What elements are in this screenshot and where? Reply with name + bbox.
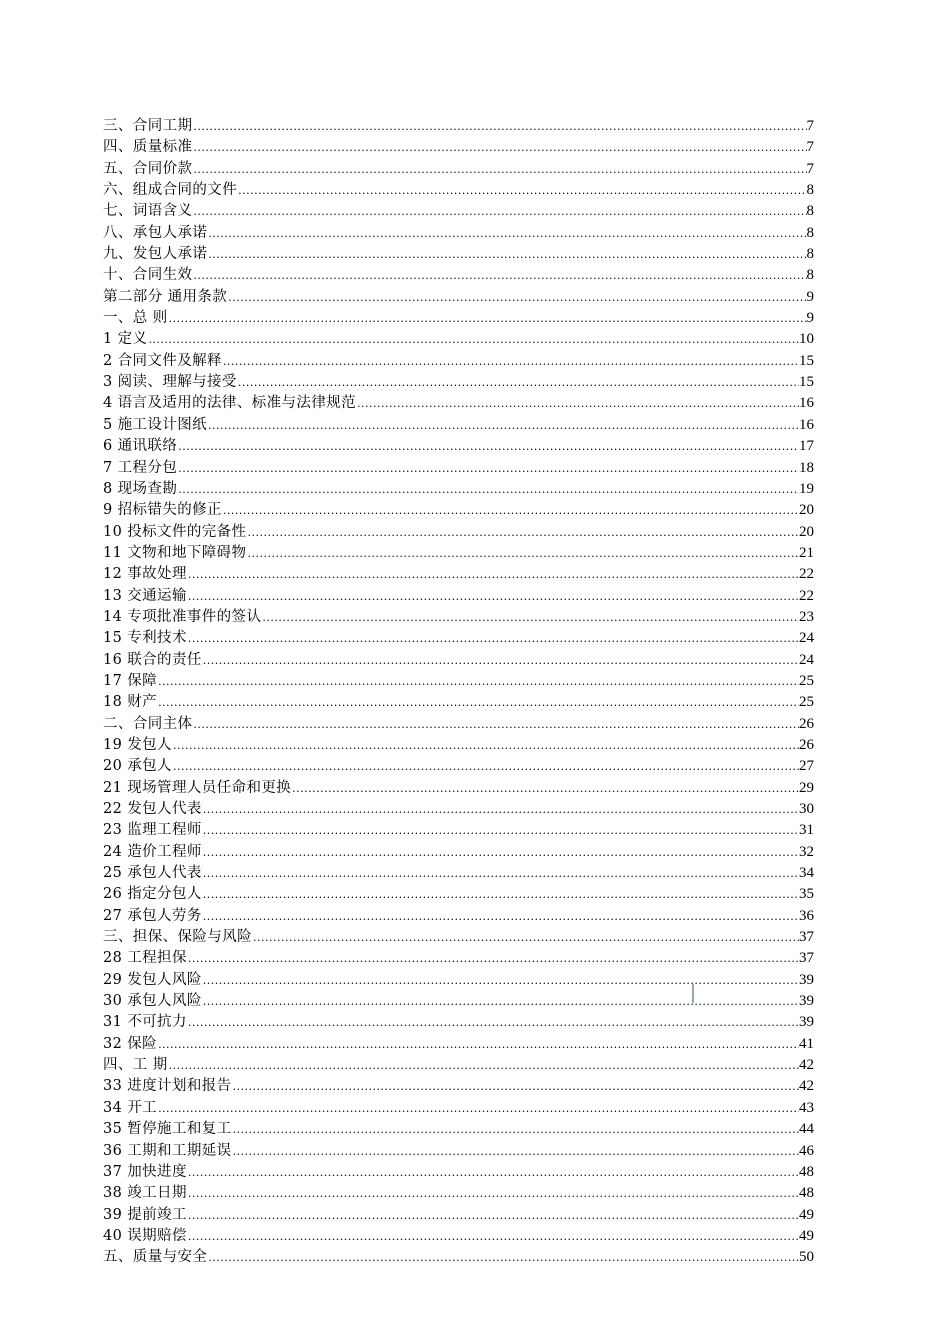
toc-entry-title: 五、质量与安全 (103, 1249, 208, 1266)
toc-entry[interactable] (103, 1055, 814, 1076)
toc-entry-title: 20 承包人 (103, 758, 172, 775)
toc-entry[interactable] (103, 436, 814, 457)
toc-dot-leader (202, 863, 799, 884)
toc-entry-title: 四、质量标准 (103, 139, 193, 156)
toc-dot-leader (187, 586, 799, 607)
toc-entry-page-number: 15 (799, 352, 814, 369)
toc-entry-page-number: 17 (799, 438, 814, 455)
toc-entry[interactable] (103, 1162, 814, 1183)
toc-entry-page-number: 8 (806, 203, 814, 220)
toc-entry-page-number: 39 (799, 971, 814, 988)
toc-entry[interactable] (103, 1205, 814, 1226)
toc-entry[interactable] (103, 458, 814, 479)
toc-entry-page-number: 23 (799, 608, 814, 625)
toc-dot-leader (246, 522, 799, 543)
toc-entry[interactable] (103, 308, 814, 329)
toc-entry[interactable] (103, 265, 814, 286)
toc-entry-title: 第二部分 通用条款 (103, 288, 228, 305)
toc-entry-title: 37 加快进度 (103, 1163, 187, 1180)
toc-entry[interactable] (103, 1247, 814, 1268)
toc-dot-leader (202, 970, 799, 991)
toc-entry-page-number: 25 (799, 694, 814, 711)
toc-dot-leader (187, 1012, 799, 1033)
toc-dot-leader (232, 1119, 799, 1140)
toc-entry[interactable] (103, 692, 814, 713)
toc-entry-title: 一、总 则 (103, 310, 168, 327)
toc-entry-title: 13 交通运输 (103, 587, 187, 604)
toc-dot-leader (237, 180, 806, 201)
toc-dot-leader (187, 1162, 799, 1183)
toc-dot-leader (157, 1034, 799, 1055)
toc-entry-page-number: 29 (799, 779, 814, 796)
toc-dot-leader (202, 906, 799, 927)
toc-entry-title: 七、词语含义 (103, 203, 193, 220)
toc-entry-page-number: 42 (799, 1078, 814, 1095)
toc-entry[interactable] (103, 607, 814, 628)
toc-dot-leader (207, 244, 806, 265)
toc-dot-leader (207, 415, 799, 436)
toc-entry-title: 1 定义 (103, 331, 148, 348)
toc-entry[interactable] (103, 522, 814, 543)
toc-entry-page-number: 41 (799, 1035, 814, 1052)
toc-entry-page-number: 48 (799, 1163, 814, 1180)
toc-entry-title: 29 发包人风险 (103, 971, 202, 988)
toc-entry[interactable] (103, 1076, 814, 1097)
toc-entry-title: 30 承包人风险 (103, 993, 202, 1010)
toc-entry-page-number: 22 (799, 587, 814, 604)
toc-entry-page-number: 22 (799, 566, 814, 583)
toc-entry-page-number: 24 (799, 651, 814, 668)
toc-entry-page-number: 20 (799, 523, 814, 540)
toc-dot-leader (192, 714, 799, 735)
toc-entry[interactable] (103, 820, 814, 841)
toc-entry-page-number: 18 (799, 459, 814, 476)
toc-dot-leader (187, 1205, 799, 1226)
toc-entry-page-number: 7 (806, 139, 814, 156)
toc-entry[interactable] (103, 927, 814, 948)
toc-entry-page-number: 27 (799, 758, 814, 775)
toc-entry-page-number: 32 (799, 843, 814, 860)
toc-entry-page-number: 21 (799, 544, 814, 561)
toc-entry-title: 2 合同文件及解释 (103, 352, 222, 369)
toc-entry-title: 15 专利技术 (103, 630, 187, 647)
toc-dot-leader (192, 159, 806, 180)
toc-entry[interactable] (103, 479, 814, 500)
toc-entry[interactable] (103, 735, 814, 756)
toc-dot-leader (187, 564, 799, 585)
toc-entry-title: 24 造价工程师 (103, 843, 202, 860)
toc-entry-title: 三、合同工期 (103, 118, 193, 134)
toc-entry-page-number: 49 (799, 1206, 814, 1223)
toc-entry-page-number: 31 (799, 822, 814, 839)
toc-entry-page-number: 8 (806, 267, 814, 284)
toc-dot-leader (222, 351, 799, 372)
toc-entry-page-number: 8 (806, 182, 814, 199)
toc-entry-title: 27 承包人劳务 (103, 907, 202, 924)
toc-entry-page-number: 9 (806, 310, 814, 327)
toc-dot-leader (177, 479, 799, 500)
toc-dot-leader (232, 1076, 799, 1097)
toc-entry[interactable] (103, 287, 814, 308)
toc-entry-page-number: 8 (806, 246, 814, 263)
toc-entry-page-number: 8 (806, 224, 814, 241)
toc-entry-page-number: 16 (799, 395, 814, 412)
toc-entry-page-number: 24 (799, 630, 814, 647)
toc-entry-title: 二、合同主体 (103, 715, 193, 732)
toc-dot-leader (157, 671, 799, 692)
toc-entry[interactable] (103, 244, 814, 265)
toc-entry-page-number: 50 (799, 1249, 814, 1266)
toc-entry-page-number: 44 (799, 1121, 814, 1138)
toc-entry[interactable] (103, 863, 814, 884)
toc-dot-leader (202, 799, 799, 820)
toc-entry-title: 22 发包人代表 (103, 801, 202, 817)
toc-entry-title: 6 通讯联络 (103, 438, 178, 455)
toc-entry-page-number: 26 (799, 736, 814, 753)
toc-entry[interactable] (103, 393, 814, 414)
toc-entry[interactable] (103, 201, 814, 222)
toc-entry-page-number: 37 (799, 929, 814, 946)
toc-dot-leader (227, 287, 806, 308)
toc-entry-page-number: 34 (799, 865, 814, 882)
toc-dot-leader (187, 628, 799, 649)
toc-entry[interactable] (103, 756, 814, 777)
toc-entry-page-number: 16 (799, 416, 814, 433)
toc-entry-page-number: 30 (799, 801, 814, 817)
toc-entry-title: 12 事故处理 (103, 566, 187, 583)
toc-entry-title: 35 暂停施工和复工 (103, 1121, 232, 1138)
toc-dot-leader (168, 308, 807, 329)
toc-entry-page-number: 7 (806, 160, 814, 177)
toc-entry-title: 26 指定分包人 (103, 886, 202, 903)
toc-entry-page-number: 43 (799, 1099, 814, 1116)
text-cursor (692, 984, 694, 1003)
toc-dot-leader (177, 458, 799, 479)
toc-dot-leader (202, 991, 799, 1012)
toc-dot-leader (202, 820, 799, 841)
toc-dot-leader (202, 650, 799, 671)
toc-dot-leader (192, 201, 806, 222)
toc-entry[interactable] (103, 500, 814, 521)
toc-entry[interactable] (103, 159, 814, 180)
toc-entry-page-number: 26 (799, 715, 814, 732)
toc-entry-page-number: 37 (799, 950, 814, 967)
toc-dot-leader (187, 1226, 799, 1247)
toc-entry-title: 36 工期和工期延误 (103, 1142, 232, 1159)
toc-dot-leader (177, 436, 799, 457)
toc-entry-page-number: 46 (799, 1142, 814, 1159)
toc-entry[interactable] (103, 650, 814, 671)
toc-entry[interactable] (103, 799, 814, 820)
toc-entry-title: 10 投标文件的完备性 (103, 523, 247, 540)
toc-dot-leader (356, 393, 799, 414)
toc-entry-title: 11 文物和地下障碍物 (103, 544, 247, 561)
toc-dot-leader (252, 927, 799, 948)
toc-entry-title: 31 不可抗力 (103, 1014, 187, 1031)
toc-entry-title: 18 财产 (103, 694, 158, 711)
toc-dot-leader (207, 1247, 799, 1268)
toc-entry-title: 四、工 期 (103, 1057, 168, 1074)
toc-entry-title: 9 招标错失的修正 (103, 502, 222, 519)
toc-dot-leader (147, 329, 799, 350)
toc-dot-leader (202, 842, 799, 863)
toc-dot-leader (207, 223, 806, 244)
toc-entry[interactable] (103, 948, 814, 969)
toc-dot-leader (232, 1141, 799, 1162)
toc-entry-title: 16 联合的责任 (103, 651, 202, 668)
toc-entry-title: 25 承包人代表 (103, 865, 202, 882)
toc-entry-title: 34 开工 (103, 1099, 158, 1116)
toc-entry-title: 19 发包人 (103, 736, 172, 753)
toc-entry[interactable] (103, 778, 814, 799)
toc-dot-leader (187, 948, 799, 969)
toc-dot-leader (202, 884, 799, 905)
toc-entry[interactable] (103, 372, 814, 393)
toc-dot-leader (157, 692, 799, 713)
toc-entry[interactable] (103, 714, 814, 735)
toc-entry[interactable] (103, 223, 814, 244)
toc-entry[interactable] (103, 180, 814, 201)
table-of-contents (103, 116, 814, 1269)
toc-entry[interactable] (103, 415, 814, 436)
toc-entry-title: 14 专项批准事件的签认 (103, 608, 262, 625)
toc-entry[interactable] (103, 842, 814, 863)
toc-dot-leader (187, 1183, 799, 1204)
toc-entry[interactable] (103, 116, 814, 137)
toc-entry-title: 21 现场管理人员任命和更换 (103, 779, 292, 796)
toc-entry[interactable] (103, 628, 814, 649)
toc-entry[interactable] (103, 1183, 814, 1204)
toc-entry-page-number: 25 (799, 672, 814, 689)
toc-entry[interactable] (103, 1034, 814, 1055)
toc-entry[interactable] (103, 1141, 814, 1162)
toc-entry[interactable] (103, 884, 814, 905)
toc-entry[interactable] (103, 137, 814, 158)
toc-entry[interactable] (103, 906, 814, 927)
toc-dot-leader (261, 607, 799, 628)
toc-entry[interactable] (103, 564, 814, 585)
toc-entry-title: 3 阅读、理解与接受 (103, 374, 237, 391)
toc-entry-title: 五、合同价款 (103, 160, 193, 177)
toc-entry-title: 九、发包人承诺 (103, 246, 208, 263)
toc-dot-leader (157, 1098, 799, 1119)
toc-dot-leader (237, 372, 799, 393)
toc-entry-title: 7 工程分包 (103, 459, 178, 476)
toc-entry-page-number: 42 (799, 1057, 814, 1074)
toc-entry[interactable] (103, 1012, 814, 1033)
toc-entry-page-number: 7 (806, 118, 814, 134)
toc-entry[interactable] (103, 351, 814, 372)
toc-entry[interactable] (103, 671, 814, 692)
toc-entry-page-number: 35 (799, 886, 814, 903)
toc-entry[interactable] (103, 329, 814, 350)
toc-entry-title: 六、组成合同的文件 (103, 182, 238, 199)
toc-entry-title: 32 保险 (103, 1035, 158, 1052)
toc-entry-title: 23 监理工程师 (103, 822, 202, 839)
toc-dot-leader (192, 265, 806, 286)
toc-entry[interactable] (103, 991, 814, 1012)
toc-entry[interactable] (103, 586, 814, 607)
toc-entry-title: 38 竣工日期 (103, 1185, 187, 1202)
toc-entry-page-number: 36 (799, 907, 814, 924)
toc-entry-page-number: 39 (799, 993, 814, 1010)
toc-entry-title: 三、担保、保险与风险 (103, 929, 252, 946)
toc-entry-title: 40 误期赔偿 (103, 1227, 187, 1244)
toc-entry[interactable] (103, 543, 814, 564)
toc-dot-leader (172, 756, 799, 777)
toc-entry-title: 5 施工设计图纸 (103, 416, 208, 433)
toc-entry-page-number: 20 (799, 502, 814, 519)
toc-entry[interactable] (103, 1119, 814, 1140)
toc-entry-title: 十、合同生效 (103, 267, 193, 284)
toc-dot-leader (222, 500, 799, 521)
toc-entry-title: 八、承包人承诺 (103, 224, 208, 241)
toc-entry[interactable] (103, 970, 814, 991)
toc-dot-leader (168, 1055, 799, 1076)
toc-entry-title: 8 现场查勘 (103, 480, 178, 497)
toc-entry-page-number: 10 (799, 331, 814, 348)
toc-dot-leader (172, 735, 799, 756)
toc-entry-title: 33 进度计划和报告 (103, 1078, 232, 1095)
toc-entry-page-number: 48 (799, 1185, 814, 1202)
toc-entry-title: 39 提前竣工 (103, 1206, 187, 1223)
toc-entry-page-number: 39 (799, 1014, 814, 1031)
toc-dot-leader (291, 778, 799, 799)
toc-entry-title: 28 工程担保 (103, 950, 187, 967)
toc-dot-leader (192, 116, 806, 137)
toc-entry-page-number: 9 (806, 288, 814, 305)
toc-entry[interactable] (103, 1098, 814, 1119)
toc-entry-title: 17 保障 (103, 672, 158, 689)
toc-dot-leader (192, 137, 806, 158)
toc-entry-page-number: 49 (799, 1227, 814, 1244)
toc-entry-page-number: 15 (799, 374, 814, 391)
toc-entry-title: 4 语言及适用的法律、标准与法律规范 (103, 395, 357, 412)
toc-entry[interactable] (103, 1226, 814, 1247)
toc-dot-leader (246, 543, 799, 564)
toc-entry-page-number: 19 (799, 480, 814, 497)
